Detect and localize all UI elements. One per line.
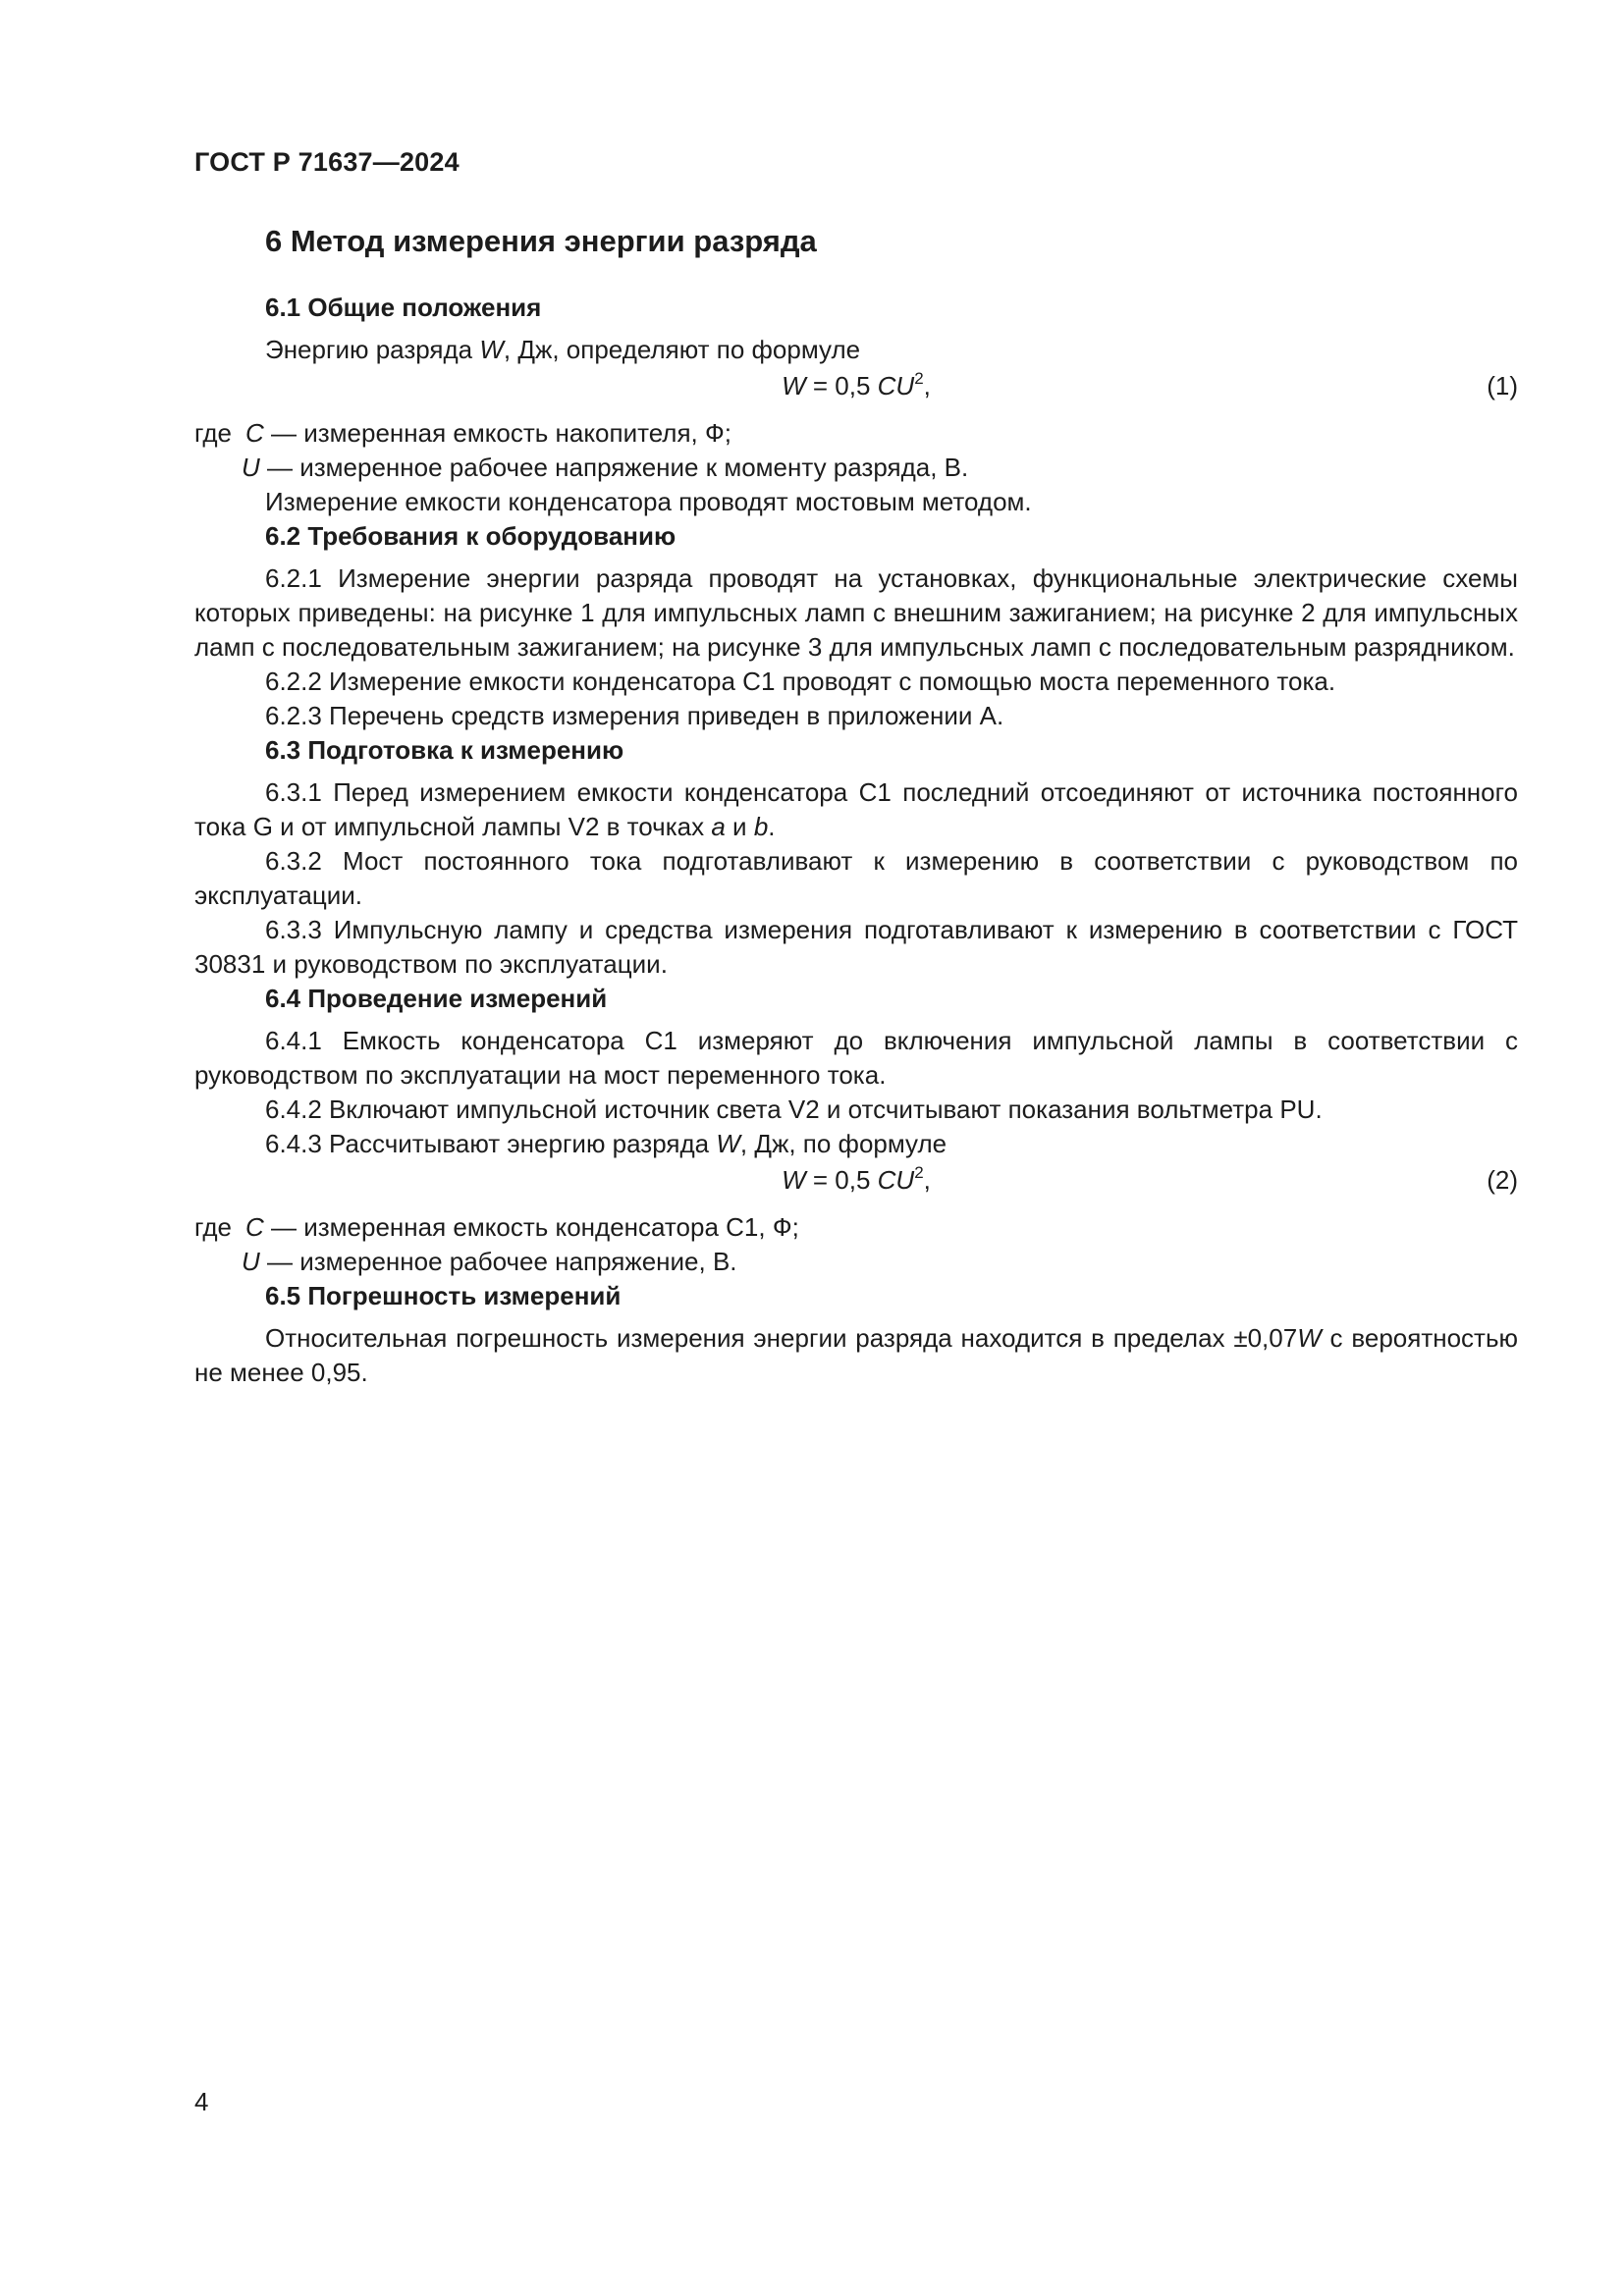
legend-item-u-2: U — измеренное рабочее напряжение, В. xyxy=(242,1247,737,1276)
paragraph-6-3-1: 6.3.1 Перед измерением емкости конденсатора С1 последний отсоединяют от источника постоянного тока G и от импульсной лампы V2 в точках a и b. xyxy=(194,777,1518,841)
paragraph-6-2-2: 6.2.2 Измерение емкости конденсатора С1 проводят с помощью моста переменного тока. xyxy=(265,667,1336,696)
subsection-title-6-1: 6.1 Общие положения xyxy=(265,293,542,322)
document-id-header: ГОСТ Р 71637—2024 xyxy=(194,147,460,177)
paragraph-6-1-intro: Энергию разряда W, Дж, определяют по формуле xyxy=(265,335,861,364)
subsection-title-6-5: 6.5 Погрешность измерений xyxy=(265,1281,622,1310)
paragraph-6-3-2: 6.3.2 Мост постоянного тока подготавливают к измерению в соответствии с руководством по эксплуатации. xyxy=(194,846,1518,910)
subsection-title-6-2: 6.2 Требования к оборудованию xyxy=(265,521,677,551)
legend-where-label: где xyxy=(194,418,232,448)
legend-where-label-2: где xyxy=(194,1212,232,1242)
formula-2-number: (2) xyxy=(1487,1165,1518,1195)
paragraph-6-2-3: 6.2.3 Перечень средств измерения приведен в приложении А. xyxy=(265,701,1004,730)
paragraph-6-5: Относительная погрешность измерения энергии разряда находится в пределах ±0,07W с вероятностью не менее 0,95. xyxy=(194,1323,1518,1387)
legend-item-c-2: где C — измеренная емкость конденсатора С1, Ф; xyxy=(194,1210,1518,1245)
subsection-title-6-3: 6.3 Подготовка к измерению xyxy=(265,735,624,765)
formula-2-expression: W = 0,5 $CU^2$, xyxy=(782,1163,931,1195)
legend-item-c: где C — измеренная емкость накопителя, Ф; xyxy=(194,416,1518,451)
legend-item-u: U — измеренное рабочее напряжение к моменту разряда, В. xyxy=(242,453,969,482)
formula-1-number: (1) xyxy=(1487,371,1518,400)
formula-2 xyxy=(194,1163,1518,1199)
page-number: 4 xyxy=(194,2087,209,2116)
formula-1 xyxy=(194,369,1518,404)
document-body xyxy=(194,222,1518,1390)
paragraph-6-4-2: 6.4.2 Включают импульсной источник света V2 и отсчитывают показания вольтметра PU. xyxy=(265,1095,1323,1124)
subsection-title-6-4: 6.4 Проведение измерений xyxy=(265,984,608,1013)
paragraph-6-2-1: 6.2.1 Измерение энергии разряда проводят на установках, функциональные электрические схемы которых приведены: на рисунке 1 для импульсных ламп с внешним зажиганием; на рисунке 2 для импульсных ламп с последовательным зажиганием; на рисунке 3 для импульсных ламп с последовательным разрядником. xyxy=(194,563,1518,662)
paragraph-6-3-3: 6.3.3 Импульсную лампу и средства измерения подготавливают к измерению в соответствии с ГОСТ 30831 и руководством по эксплуатации. xyxy=(194,915,1518,979)
paragraph-6-4-3: 6.4.3 Рассчитывают энергию разряда W, Дж, по формуле xyxy=(265,1129,947,1158)
paragraph-6-4-1: 6.4.1 Емкость конденсатора С1 измеряют до включения импульсной лампы в соответствии с руководством по эксплуатации на мост переменного тока. xyxy=(194,1026,1518,1090)
paragraph-6-1-note: Измерение емкости конденсатора проводят мостовым методом. xyxy=(265,487,1032,516)
section-title: 6 Метод измерения энергии разряда xyxy=(265,224,817,258)
formula-1-expression: W = 0,5 $CU^2$, xyxy=(782,369,931,400)
